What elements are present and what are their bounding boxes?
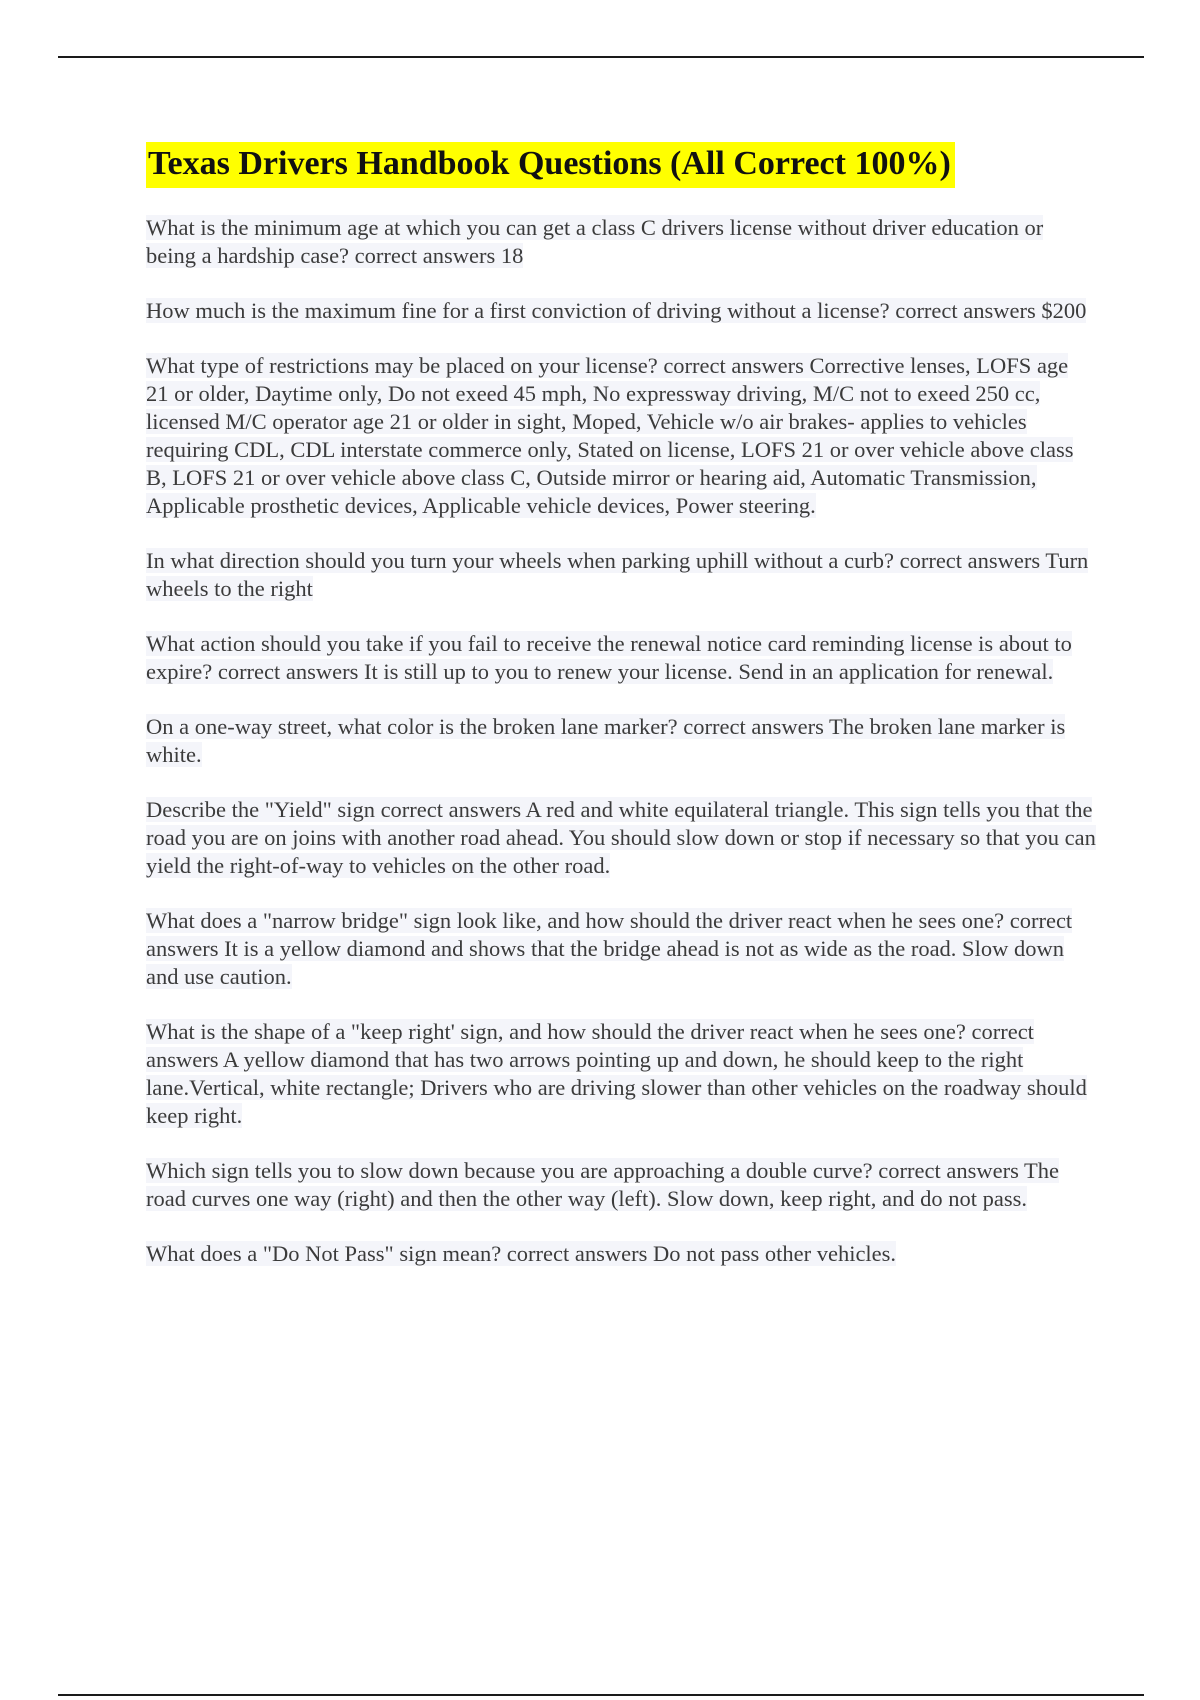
qa-item [146,547,1096,603]
qa-item [146,214,1096,270]
document-body [146,142,1096,1295]
qa-item [146,907,1096,991]
qa-text: What does a "Do Not Pass" sign mean? correct answers Do not pass other vehicles. [146,1241,897,1266]
qa-item [146,1240,1096,1268]
qa-item [146,630,1096,686]
qa-text: Describe the "Yield" sign correct answers A red and white equilateral triangle. This sign tells you that the road you are on joins with another road ahead. You should slow down or stop if necessary so that you can yield the right-of-way to vehicles on the other road. [146,797,1096,878]
qa-text: Which sign tells you to slow down because you are approaching a double curve? correct answers The road curves one way (right) and then the other way (left). Slow down, keep right, and do not pass. [146,1158,1060,1211]
qa-text: In what direction should you turn your wheels when parking uphill without a curb? correct answers Turn wheels to the right [146,548,1089,601]
qa-item [146,297,1096,325]
top-rule [58,56,1144,58]
qa-text: What is the minimum age at which you can get a class C drivers license without driver education or being a hardship case? correct answers 18 [146,215,1044,268]
qa-text: What does a "narrow bridge" sign look like, and how should the driver react when he sees one? correct answers It is a yellow diamond and shows that the bridge ahead is not as wide as the road. Slow down and use caution. [146,908,1073,989]
qa-item [146,352,1096,520]
qa-item [146,1157,1096,1213]
qa-item [146,796,1096,880]
qa-item [146,713,1096,769]
bottom-rule [58,1694,1144,1696]
qa-text: On a one-way street, what color is the broken lane marker? correct answers The broken lane marker is white. [146,714,1066,767]
qa-text: What is the shape of a "keep right' sign, and how should the driver react when he sees one? correct answers A yellow diamond that has two arrows pointing up and down, he should keep to the right lane.Vertical, white rectangle; Drivers who are driving slower than other vehicles on the roadway should keep right. [146,1019,1087,1128]
qa-text: How much is the maximum fine for a first conviction of driving without a license? correct answers $200 [146,298,1087,323]
qa-list [146,214,1096,1268]
document-title: Texas Drivers Handbook Questions (All Correct 100%) [146,142,955,188]
qa-item [146,1018,1096,1130]
qa-text: What type of restrictions may be placed on your license? correct answers Corrective lenses, LOFS age 21 or older, Daytime only, Do not exeed 45 mph, No expressway driving, M/C not to exeed 250 cc, licensed M/C operator age 21 or older in sight, Moped, Vehicle w/o air brakes- applies to vehicles requiring CDL, CDL interstate commerce only, Stated on license, LOFS 21 or over vehicle above class B, LOFS 21 or over vehicle above class C, Outside mirror or hearing aid, Automatic Transmission, Applicable prosthetic devices, Applicable vehicle devices, Power steering. [146,353,1074,518]
qa-text: What action should you take if you fail to receive the renewal notice card reminding license is about to expire? correct answers It is still up to you to renew your license. Send in an application for renewal. [146,631,1072,684]
